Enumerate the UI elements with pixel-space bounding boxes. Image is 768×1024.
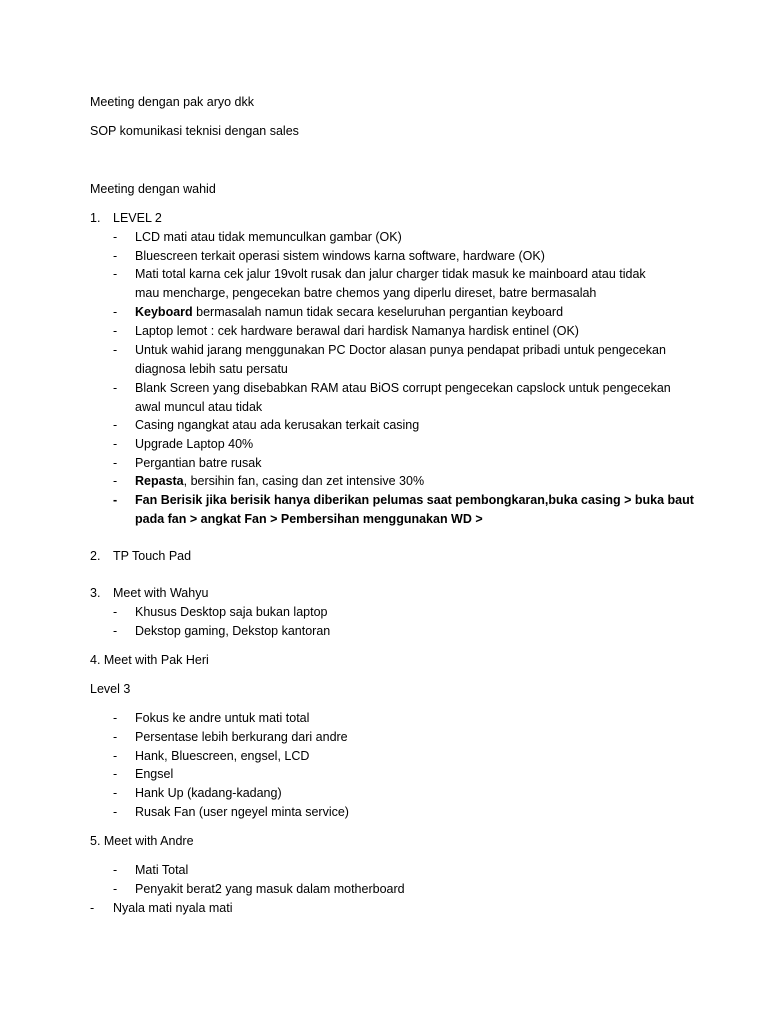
bullet-dash: - [113,418,118,432]
list-item-outer: Nyala mati nyala mati [113,901,233,915]
list-item: Hank Up (kadang-kadang) [135,786,282,800]
bold-repasta: Repasta [135,474,184,488]
section-title-andre: 5. Meet with Andre [90,834,194,848]
list-item-continuation-bold: pada fan > angkat Fan > Pembersihan menggunakan WD > [135,512,483,526]
list-item: Persentase lebih berkurang dari andre [135,730,348,744]
bullet-dash: - [90,901,95,915]
list-item: Bluescreen terkait operasi sistem windows karna software, hardware (OK) [135,249,545,263]
list-item: Penyakit berat2 yang masuk dalam motherboard [135,882,405,896]
bullet-dash: - [113,456,118,470]
list-item-continuation: awal muncul atau tidak [135,400,263,414]
bullet-dash: - [113,882,118,896]
bullet-dash: - [113,624,118,638]
bullet-dash: - [113,343,118,357]
list-item: Untuk wahid jarang menggunakan PC Doctor alasan punya pendapat pribadi untuk pengecekan [135,343,666,357]
list-item-bold: Fan Berisik jika berisik hanya diberikan pelumas saat pembongkaran,buka casing > buka baut [135,493,694,507]
list-item: Fokus ke andre untuk mati total [135,711,310,725]
list-item: Mati Total [135,863,189,877]
bullet-dash: - [113,730,118,744]
paragraph-meeting-wahid: Meeting dengan wahid [90,182,216,196]
list-item-continuation: mau mencharge, pengecekan batre chemos yang diperlu direset, batre bermasalah [135,286,597,300]
list-item: Rusak Fan (user ngeyel minta service) [135,805,349,819]
list-item: Dekstop gaming, Dekstop kantoran [135,624,331,638]
list-item-rest: , bersihin fan, casing dan zet intensive 30% [183,474,425,488]
bullet-dash: - [113,493,118,507]
bullet-dash: - [113,249,118,263]
bullet-dash: - [113,474,118,488]
bullet-dash: - [113,305,118,319]
list-number-3: 3. [90,586,101,600]
bullet-dash: - [113,267,118,281]
list-item-continuation: diagnosa lebih satu persatu [135,362,288,376]
list-item [135,303,563,321]
list-item: Engsel [135,767,174,781]
bullet-dash: - [113,381,118,395]
list-item: Blank Screen yang disebabkan RAM atau BiOS corrupt pengecekan capslock untuk pengecekan [135,381,671,395]
bullet-dash: - [113,767,118,781]
list-item: Khusus Desktop saja bukan laptop [135,605,328,619]
bullet-dash: - [113,805,118,819]
bullet-dash: - [113,786,118,800]
bullet-dash: - [113,230,118,244]
list-item: Upgrade Laptop 40% [135,437,254,451]
list-item [135,472,424,490]
list-number-1: 1. [90,211,101,225]
list-item: Pergantian batre rusak [135,456,262,470]
bold-keyboard: Keyboard [135,305,193,319]
section-title-wahyu: Meet with Wahyu [113,586,209,600]
bullet-dash: - [113,605,118,619]
bullet-dash: - [113,711,118,725]
bullet-dash: - [113,437,118,451]
bullet-dash: - [113,863,118,877]
section-title-touchpad: TP Touch Pad [113,549,192,563]
paragraph-meeting-aryo: Meeting dengan pak aryo dkk [90,95,254,109]
section-title-level-2: LEVEL 2 [113,211,162,225]
paragraph-sop: SOP komunikasi teknisi dengan sales [90,124,299,138]
list-item: Hank, Bluescreen, engsel, LCD [135,749,310,763]
section-title-pak-heri: 4. Meet with Pak Heri [90,653,209,667]
list-item-rest: bermasalah namun tidak secara keseluruhan pergantian keyboard [192,305,564,319]
bullet-dash: - [113,324,118,338]
list-item: Casing ngangkat atau ada kerusakan terkait casing [135,418,420,432]
level-3-heading: Level 3 [90,682,131,696]
list-item: Mati total karna cek jalur 19volt rusak dan jalur charger tidak masuk ke mainboard atau tidak [135,267,646,281]
bullet-dash: - [113,749,118,763]
list-number-2: 2. [90,549,101,563]
list-item: Laptop lemot : cek hardware berawal dari hardisk Namanya hardisk entinel (OK) [135,324,579,338]
list-item: LCD mati atau tidak memunculkan gambar (OK) [135,230,402,244]
